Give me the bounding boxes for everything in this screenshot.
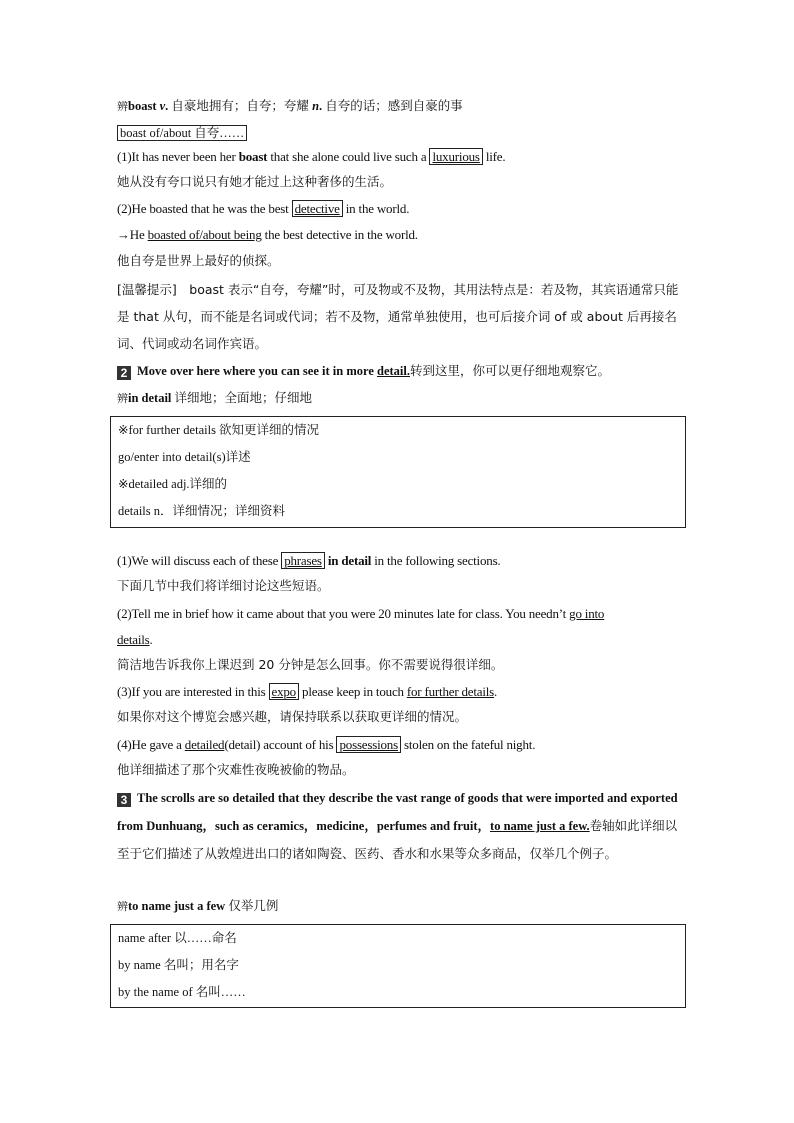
example-2-translation: 他自夸是世界上最好的侦探。 bbox=[117, 253, 280, 268]
detail-example-3: (3)If you are interested in this expo please keep in touch for further details. bbox=[117, 684, 498, 699]
boast-headword-line: 辨boast v. 自豪地拥有；自夸；夸耀 n. 自夸的话；感到自豪的事 bbox=[117, 99, 463, 113]
warm-tip: [温馨提示] boast 表示“自夸，夸耀”时，可及物或不及物，其用法特点是：若及物，其宾语通常只能是 that 从句，而不能是名词或代词；若不及物，通常单独使用，也可后接介词 of 或 about 后再接名词、代词或动名词作宾语。 bbox=[117, 282, 679, 351]
answer-boasted-of: boasted of/about being bbox=[147, 227, 262, 242]
example-2: (2)He boasted that he was the best detective in the world. bbox=[117, 201, 410, 216]
answer-detailed: detailed bbox=[184, 737, 225, 752]
number-badge-3: 3 bbox=[117, 793, 131, 807]
detail-example-1: (1)We will discuss each of these phrases in detail in the following sections. bbox=[117, 553, 501, 568]
detail-phrase-box: ※for further details 欲知更详细的情况 go/enter into detail(s)详述 ※detailed adj.详细的 details n．详细情况；详细资料 bbox=[110, 416, 686, 528]
sentence-3: 3 The scrolls are so detailed that they describe the vast range of goods that were imported and exported from Dunhuang，such as ceramics，medicine，perfumes and fruit，to name just a few.卷轴如此详细以至于它们描述了从敦煌进出口的诸如陶瓷、医药、香水和水果等众多商品，仅举几个例子。 bbox=[117, 791, 678, 861]
example-1-translation: 她从没有夸口说只有她才能过上这种奢侈的生活。 bbox=[117, 174, 393, 189]
headword: boast bbox=[128, 99, 157, 113]
detail-example-2-translation: 简洁地告诉我你上课迟到 20 分钟是怎么回事。你不需要说得很详细。 bbox=[117, 657, 504, 672]
detail-example-2-cont: details. bbox=[117, 632, 153, 647]
detail-example-2: (2)Tell me in brief how it came about that you were 20 minutes late for class. You needn’t go into bbox=[117, 606, 605, 621]
answer-detective: detective bbox=[292, 200, 343, 217]
detail-example-4-translation: 他详细描述了那个灾难性夜晚被偷的物品。 bbox=[117, 762, 355, 777]
phrase-box-boast-of: boast of/about 自夸…… bbox=[117, 125, 247, 141]
answer-details: details bbox=[117, 632, 150, 647]
bian-icon: 辨 bbox=[117, 900, 128, 913]
to-name-just-a-few-headword-line: 辨to name just a few 仅举几例 bbox=[117, 899, 279, 913]
answer-luxurious: luxurious bbox=[429, 148, 482, 165]
answer-phrases: phrases bbox=[281, 552, 325, 569]
detail-example-1-translation: 下面几节中我们将详细讨论这些短语。 bbox=[117, 578, 330, 593]
answer-expo: expo bbox=[269, 683, 299, 700]
example-1: (1)It has never been her boast that she alone could live such a luxurious life. bbox=[117, 149, 506, 164]
answer-possessions: possessions bbox=[336, 736, 400, 753]
name-phrase-box: name after 以……命名 by name 名叫；用名字 by the name of 名叫…… bbox=[110, 924, 686, 1008]
answer-go-into: go into bbox=[569, 606, 605, 621]
in-detail-headword-line: 辨in detail 详细地；全面地；仔细地 bbox=[117, 391, 313, 405]
bian-icon: 辨 bbox=[117, 392, 128, 405]
example-2-rewrite: →He boasted of/about being the best detective in the world. bbox=[117, 227, 418, 242]
bian-icon: 辨 bbox=[117, 100, 128, 113]
detail-example-3-translation: 如果你对这个博览会感兴趣，请保持联系以获取更详细的情况。 bbox=[117, 709, 468, 724]
number-badge-2: 2 bbox=[117, 366, 131, 380]
answer-for-further-details: for further details bbox=[406, 684, 495, 699]
detail-example-4: (4)He gave a detailed(detail) account of his possessions stolen on the fateful night. bbox=[117, 737, 536, 752]
sentence-2: 2 Move over here where you can see it in more detail.转到这里，你可以更仔细地观察它。 bbox=[117, 363, 610, 380]
